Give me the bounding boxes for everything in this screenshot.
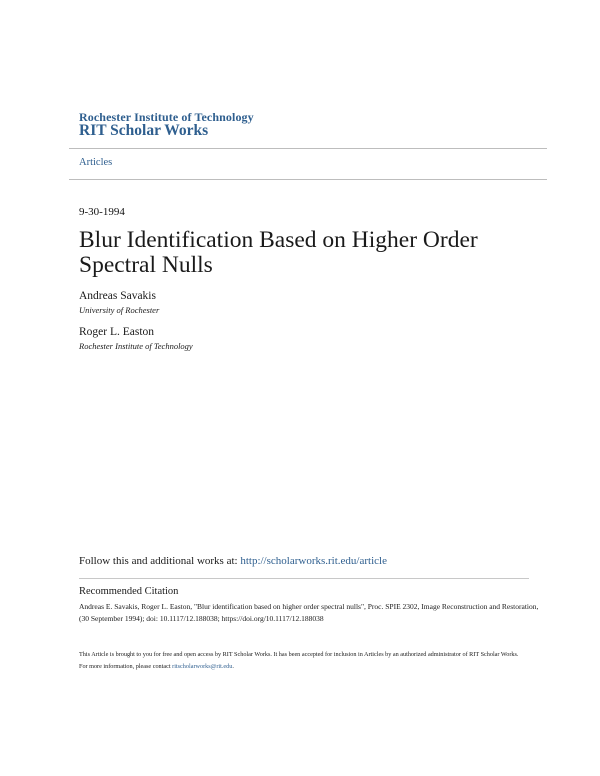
repository-name[interactable]: RIT Scholar Works	[79, 122, 209, 139]
follow-line	[79, 555, 387, 567]
citation-heading: Recommended Citation	[79, 586, 179, 597]
citation-text: Andreas E. Savakis, Roger L. Easton, "Blur identification based on higher order spectral nulls", Proc. SPIE 2302, Image Reconstruction and Restoration, (30 September 1994); doi: 10.1117/12.188038; https://doi.org/10.1117/12.188038	[79, 602, 539, 623]
article-title: Blur Identification Based on Higher Order Spectral Nulls	[79, 227, 478, 278]
author-affiliation: University of Rochester	[79, 305, 160, 315]
institution-name: Rochester Institute of Technology	[79, 110, 254, 124]
notice-text: This Article is brought to you for free and open access by RIT Scholar Works. It has been accepted for inclusion in Articles by an authorized administrator of RIT Scholar Works. For more information, please contact	[79, 651, 519, 670]
author-affiliation: Rochester Institute of Technology	[79, 341, 193, 351]
collection-link[interactable]: Articles	[79, 157, 113, 168]
top-divider	[69, 148, 547, 149]
follow-link[interactable]: http://scholarworks.rit.edu/article	[240, 555, 387, 567]
access-notice	[79, 649, 519, 673]
notice-suffix: .	[232, 663, 234, 670]
contact-email-link[interactable]: ritscholarworks@rit.edu	[172, 663, 233, 670]
follow-prefix: Follow this and additional works at:	[79, 555, 241, 567]
publication-date: 9-30-1994	[79, 206, 125, 218]
citation-divider	[79, 578, 529, 579]
collection-divider	[69, 179, 547, 180]
author-name: Andreas Savakis	[79, 290, 156, 302]
author-name: Roger L. Easton	[79, 326, 155, 338]
